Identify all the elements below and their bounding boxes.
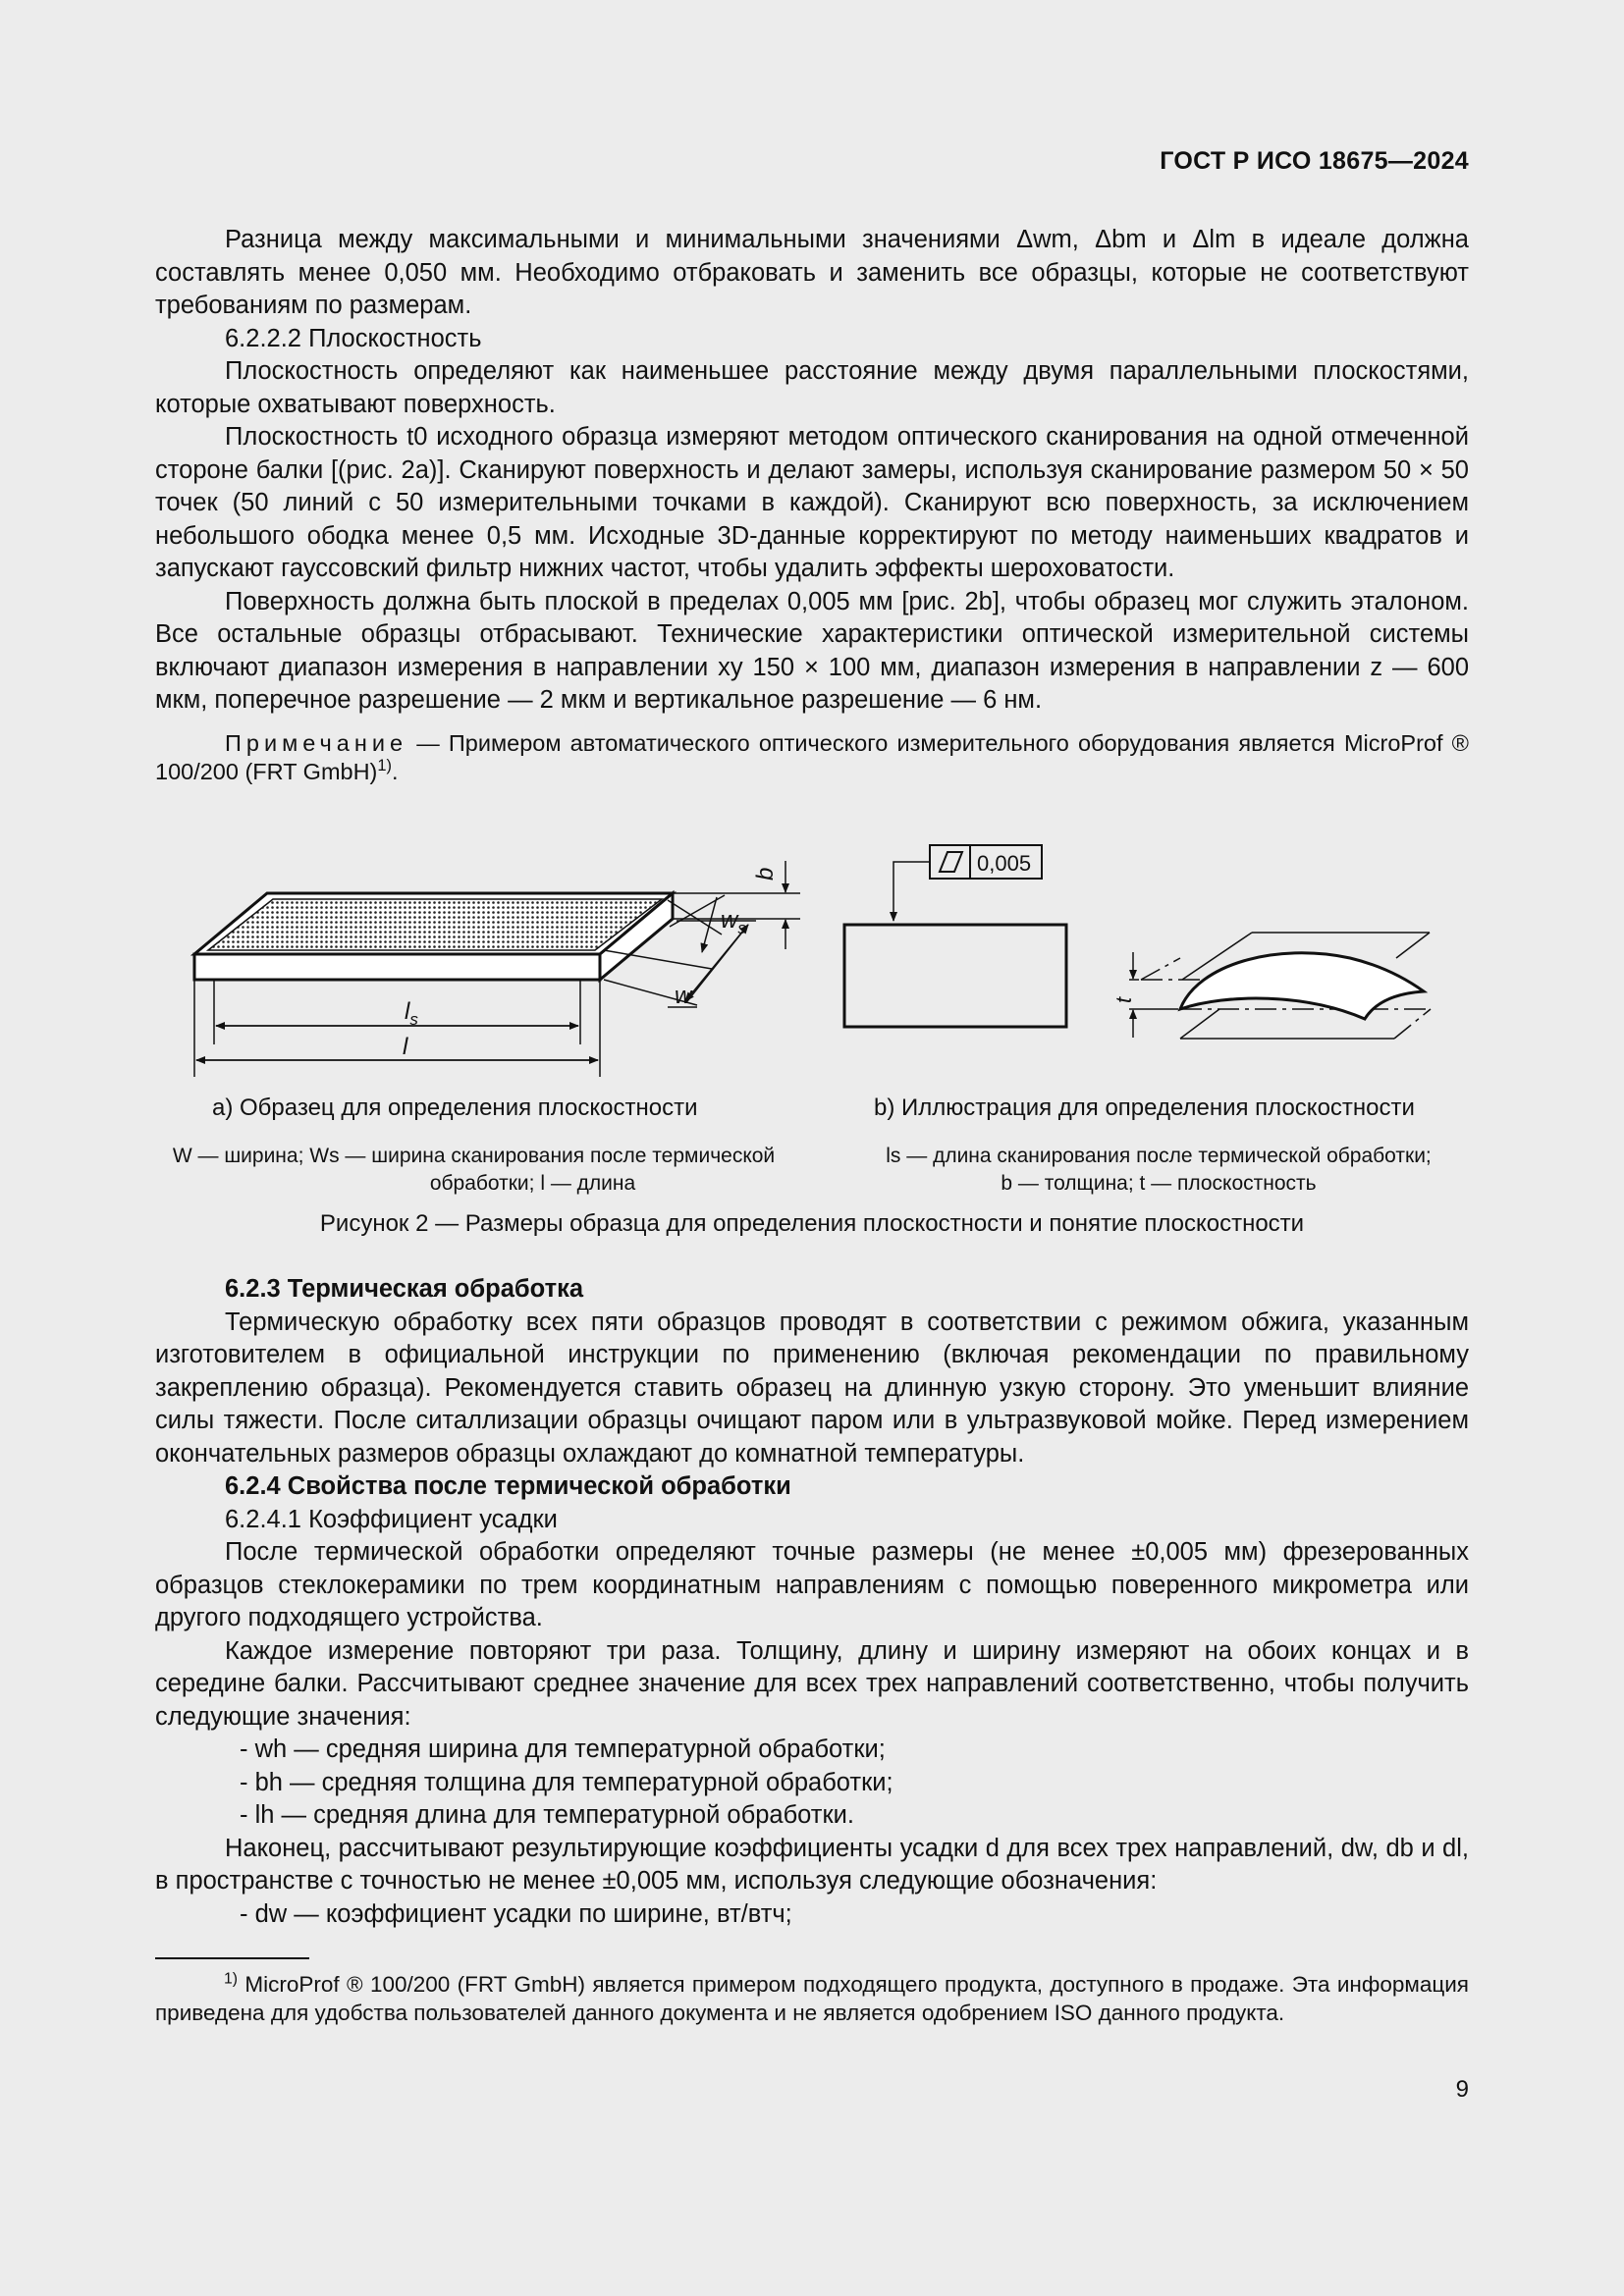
- illustration-labels: [977, 851, 1136, 1003]
- label-ws: $w_s$: [721, 907, 746, 937]
- heading-6-2-4: 6.2.4 Свойства после термической обработки: [225, 1472, 791, 1500]
- page-number: 9: [1455, 2076, 1469, 2103]
- legend-b-line1: ls — длина сканирования после термической обработки;: [886, 1145, 1432, 1167]
- flatness-illustration: [844, 845, 1431, 1039]
- figure-title: Рисунок 2 — Размеры образца для определения плоскостности и понятие плоскостности: [319, 1210, 1305, 1237]
- heading-6-2-4-1: 6.2.4.1 Коэффициент усадки: [225, 1505, 558, 1533]
- footnote-text: MicroProf ® 100/200 (FRT GmbH) является примером подходящего продукта, доступного в продаже. Эта информация приведена для удобства пользователей данного документа и не является одобрением ISO данного продукта.: [155, 1972, 1469, 2025]
- label-l: l: [403, 1034, 408, 1060]
- paragraph-flatness-tolerance: Поверхность должна быть плоской в пределах 0,005 мм [рис. 2b], чтобы образец мог служить эталоном. Все остальные образцы отбрасывают. Технические характеристики оптической измерительной системы включают диапазон измерения в направлении xy 150 × 100 мм, диапазон измерения в направлении z — 600 мкм, поперечное разрешение — 2 мкм и вертикальное разрешение — 6 нм.: [155, 587, 1469, 714]
- legend-b-line2: b — толщина; t — плоскостность: [1001, 1172, 1317, 1195]
- heading-6-2-2-2: 6.2.2.2 Плоскостность: [225, 324, 482, 352]
- note-footnote-mark: 1): [377, 756, 393, 774]
- paragraph-shrinkage-coefficients: Наконец, рассчитывают результирующие коэффициенты усадки d для всех трех направлений, dw, db и dl, в пространстве с точностью не менее ±0,005 мм, используя следующие обозначения:: [155, 1834, 1469, 1895]
- legend-a-line2: обработки; l — длина: [429, 1172, 636, 1195]
- list-item-wh: - wh — средняя ширина для температурной обработки;: [240, 1735, 886, 1763]
- note-text: — Примером автоматического оптического измерительного оборудования является MicroProf ® 100/200 (FRT GmbH): [155, 729, 1469, 784]
- list-item-lh: - lh — средняя длина для температурной обработки.: [240, 1801, 854, 1829]
- caption-b: b) Иллюстрация для определения плоскостности: [874, 1095, 1415, 1121]
- body-text-top: [155, 224, 1469, 786]
- caption-a: a) Образец для определения плоскостности: [212, 1095, 698, 1121]
- legend-a: [147, 1143, 800, 1198]
- label-w: w: [675, 983, 692, 1009]
- note-label: Примечание: [225, 729, 408, 756]
- label-t: t: [1111, 996, 1136, 1003]
- label-ls: $l_s$: [405, 998, 418, 1029]
- footnote-mark: 1): [224, 1970, 239, 1988]
- standard-header: ГОСТ Р ИСО 18675—2024: [1160, 147, 1469, 175]
- tolerance-value: 0,005: [977, 851, 1032, 876]
- specimen-bar-drawing: [194, 861, 800, 1077]
- paragraph-heat-treatment: Термическую обработку всех пяти образцов проводят в соответствии с режимом обжига, указанным изготовителем в официальной инструкции по применению (включая рекомендации по правильному закреплению образца). Рекомендуется ставить образец на длинную узкую сторону. Это уменьшит влияние силы тяжести. После ситаллизации образцы очищают паром или в ультразвуковой мойке. Перед измерением окончательных размеров образцы охлаждают до комнатной температуры.: [155, 1308, 1469, 1468]
- legend-b: [844, 1143, 1473, 1198]
- label-b: b: [752, 867, 779, 881]
- note-end: .: [392, 758, 399, 784]
- heading-6-2-3: 6.2.3 Термическая обработка: [225, 1275, 584, 1303]
- list-item-dw: - dw — коэффициент усадки по ширине, вт/втч;: [240, 1899, 792, 1928]
- paragraph-dimension-differences: Разница между максимальными и минимальными значениями Δwm, Δbm и Δlm в идеале должна составлять менее 0,050 мм. Необходимо отбраковать и заменить все образцы, которые не соответствуют требованиям по размерам.: [155, 226, 1469, 319]
- paragraph-flatness-definition: Плоскостность определяют как наименьшее расстояние между двумя параллельными плоскостями, которые охватывают поверхность.: [155, 357, 1469, 418]
- footnote-separator: [155, 1957, 309, 1959]
- list-item-bh: - bh — средняя толщина для температурной обработки;: [240, 1768, 893, 1796]
- paragraph-optical-scanning: Плоскостность t0 исходного образца измеряют методом оптического сканирования на одной отмеченной стороне балки [(рис. 2a)]. Сканируют поверхность и делают замеры, используя сканирование размером 50 × 50 точек (50 линий с 50 измерительными точками в каждой). Сканируют всю поверхность, за исключением небольшого ободка менее 0,5 мм. Исходные 3D-данные корректируют по методу наименьших квадратов и запускают гауссовский фильтр нижних частот, чтобы удалить эффекты шероховатости.: [155, 423, 1469, 582]
- legend-a-line1: W — ширина; Ws — ширина сканирования после термической: [172, 1145, 776, 1167]
- body-text-bottom: [155, 1273, 1469, 1931]
- paragraph-dimensions-after-treatment: После термической обработки определяют точные размеры (не менее ±0,005 мм) фрезерованных образцов стеклокерамики по трем координатным направлениям с помощью поверенного микрометра или другого подходящего устройства.: [155, 1538, 1469, 1631]
- paragraph-measurement-repeat: Каждое измерение повторяют три раза. Толщину, длину и ширину измеряют на обоих концах и в середине балки. Рассчитывают среднее значение для всех трех направлений соответственно, чтобы получить следующие значения:: [155, 1636, 1469, 1731]
- note: [155, 729, 1469, 786]
- footnote: [155, 1970, 1469, 2027]
- figure-2-drawing: [147, 836, 1483, 1131]
